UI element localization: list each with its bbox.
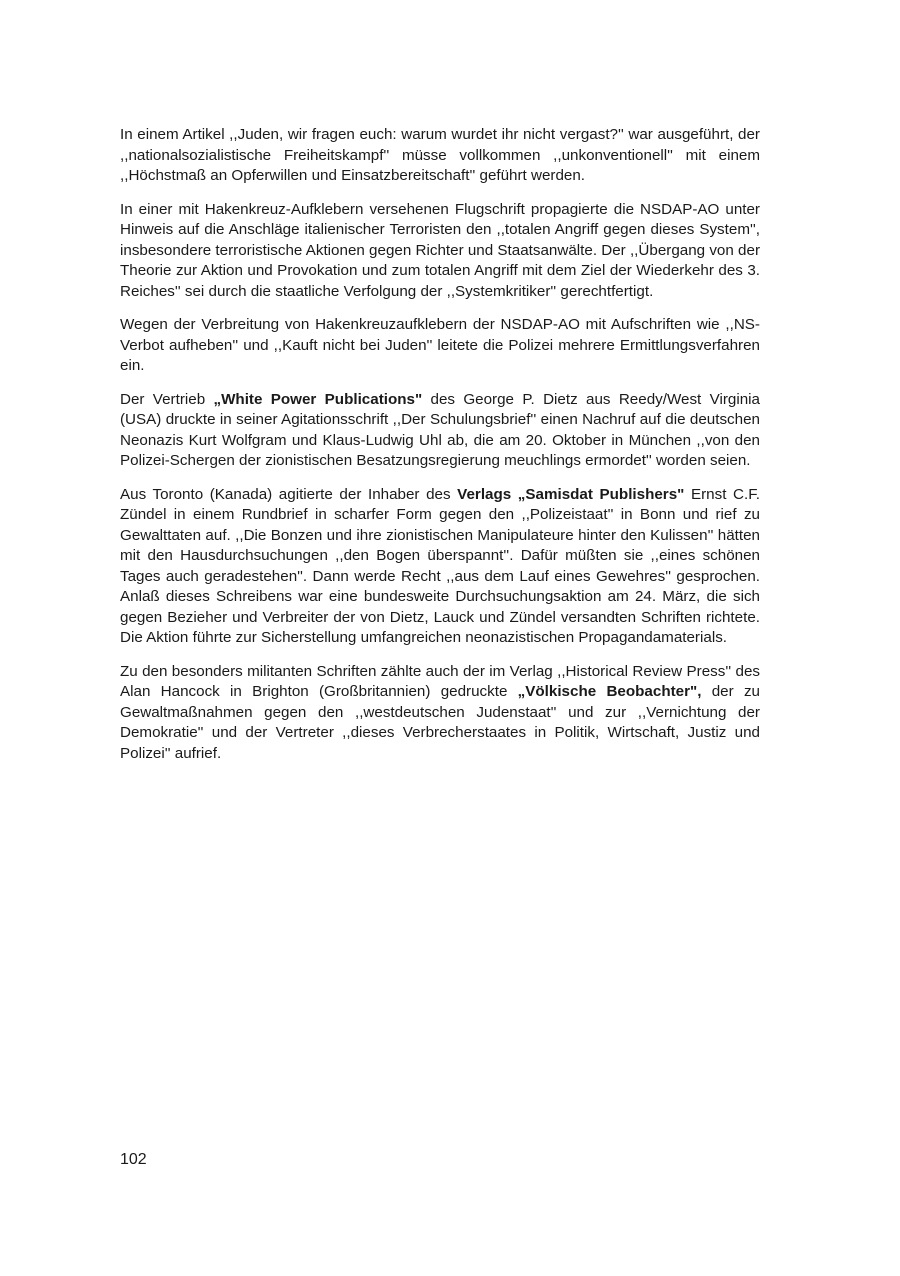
bold-title-text: „Völkische Beobachter", (517, 683, 702, 700)
paragraph-text: Wegen der Verbreitung von Hakenkreuzaufklebern der NSDAP-AO mit Aufschriften wie ,,NS-Verbot aufheben'' und ,,Kauft nicht bei Juden'' leitete die Polizei mehrere Ermittlungsverfahren ein. (120, 316, 760, 374)
paragraph (120, 315, 760, 377)
paragraph-text: In einem Artikel ,,Juden, wir fragen euch: warum wurdet ihr nicht vergast?'' war ausgeführt, der ,,nationalsozialistische Freiheitskampf'' müsse vollkommen ,,unkonventionell'' mit einem ,,Höchstmaß an Opferwillen und Einsatzbereitschaft'' geführt werden. (120, 126, 760, 184)
paragraph-text: Zu den besonders militanten Schriften zählte auch der im Verlag ,,Historical Review Press'' des Alan Hancock in Brighton (Großbritannien) gedruckte (120, 662, 760, 700)
page-number: 102 (120, 1151, 147, 1168)
bold-title-text: Verlags „Samisdat Publishers" (457, 485, 685, 503)
bold-title-text: „White Power Publications" (213, 390, 423, 408)
paragraph (120, 662, 760, 765)
paragraph-text: In einer mit Hakenkreuz-Aufklebern versehenen Flugschrift propagierte die NSDAP-AO unter Hinweis auf die Anschläge italienischer Terroristen den ,,totalen Angriff gegen dieses System'', insbesondere terroristische Aktionen gegen Richter und Staatsanwälte. Der ,,Übergang von der Theorie zur Aktion und Provokation und zum totalen Angriff mit dem Ziel der Wiederkehr des 3. Reiches'' sei durch die staatliche Verfolgung der ,,Systemkritiker'' gerechtfertigt. (120, 200, 760, 300)
paragraph (120, 390, 760, 472)
paragraph-text: Der Vertrieb (120, 390, 214, 408)
paragraph-text: Aus Toronto (Kanada) agitierte der Inhaber des (120, 485, 458, 503)
paragraph-text: des George P. Dietz aus Reedy/West Virginia (USA) druckte in seiner Agitationsschrift ,,Der Schulungsbrief'' einen Nachruf auf die deutschen Neonazis Kurt Wolfgram und Klaus-Ludwig Uhl ab, die am 20. Oktober in München ,,von den Polizei-Schergen der zionistischen Besatzungsregierung meuchlings ermordet'' worden seien. (120, 390, 760, 469)
paragraph-text: der zu Gewaltmaßnahmen gegen den ,,westdeutschen Judenstaat'' und zur ,,Vernichtung der Demokratie'' und der Vertreter ,,dieses Verbrecherstaates in Politik, Wirtschaft, Justiz und Polizei'' aufrief. (120, 683, 760, 762)
paragraph-text: Ernst C.F. Zündel in einem Rundbrief in scharfer Form gegen den ,,Polizeistaat'' in Bonn und rief zu Gewalttaten auf. ,,Die Bonzen und ihre zionistischen Manipulateure hinter den Kulissen'' hätten mit den Hausdurchsuchungen ,,den Bogen überspannt''. Dafür müßten sie ,,eines schönen Tages auch geradestehen''. Dann werde Recht ,,aus dem Lauf eines Gewehres'' gesprochen. Anlaß dieses Schreibens war eine bundesweite Durchsuchungsaktion am 24. März, die sich gegen Bezieher und Verbreiter der von Dietz, Lauck und Zündel versandten Schriften richtete. Die Aktion führte zur Sicherstellung umfangreichen neonazistischen Propagandamaterials. (120, 485, 761, 646)
paragraph (120, 485, 760, 649)
paragraph (120, 125, 760, 187)
paragraph (120, 200, 760, 303)
body-text (120, 125, 760, 777)
